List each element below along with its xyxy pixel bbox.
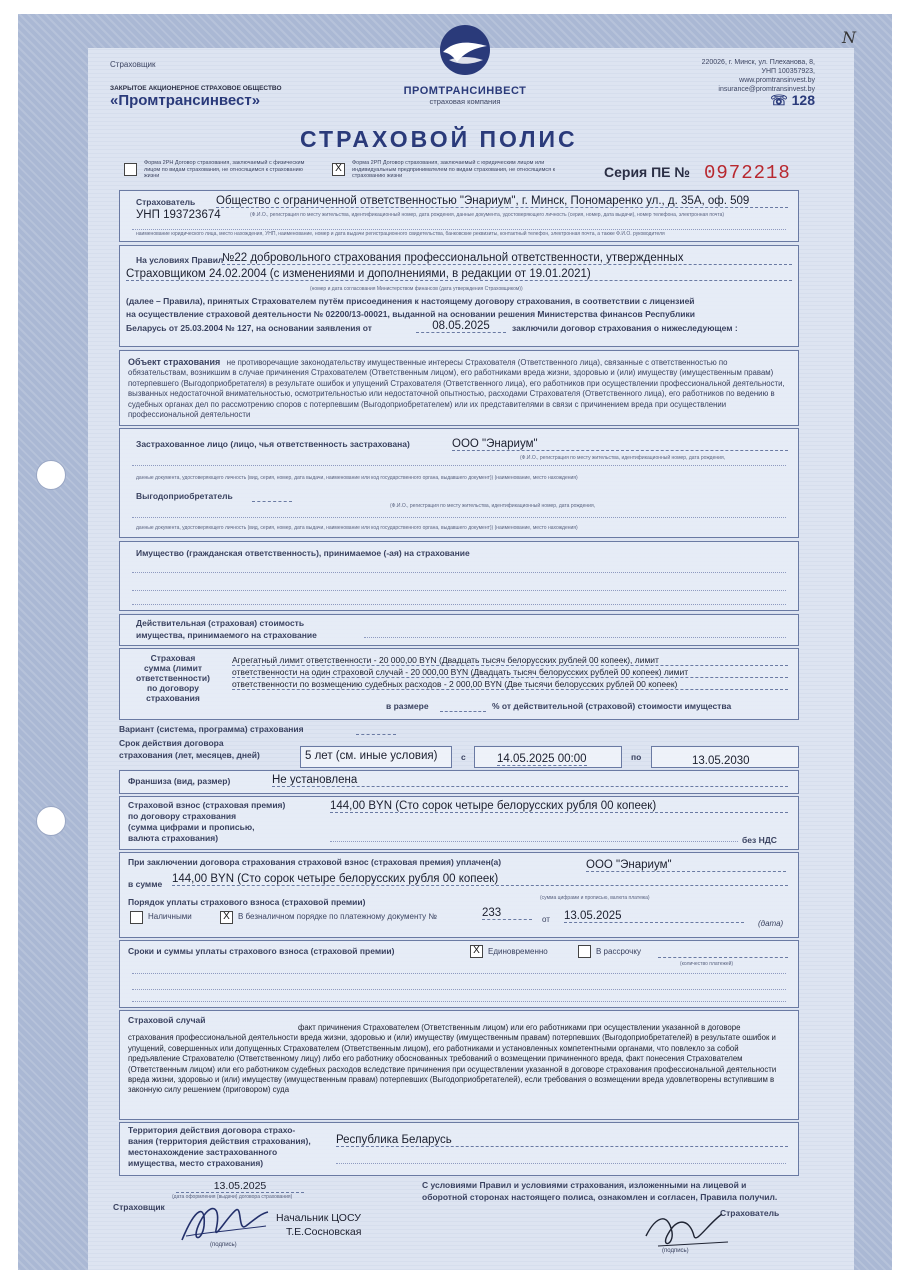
sum-insured-line-3: ответственности по возмещению судебных расходов - 2 000,00 BYN (Две тысячи белорусских рублей 00 копеек) <box>232 679 788 690</box>
variant-label: Вариант (система, программа) страхования <box>119 724 304 734</box>
territory-label-line: Территория действия договора страхо- <box>128 1125 296 1135</box>
brand-logo <box>395 22 535 106</box>
lump-sum-label: Единовременно <box>488 947 548 956</box>
rules-line-3: (далее – Правила), принятых Страхователем путём присоединения к настоящему договору страхования, в соответствии с лицензией <box>126 296 695 306</box>
rules-box <box>119 245 799 347</box>
payment-sum: 144,00 BYN (Сто сорок четыре белорусских рубля 00 копеек) <box>172 873 788 886</box>
premium-label <box>128 800 285 844</box>
insured-event-box <box>119 1010 799 1120</box>
underline <box>132 590 786 591</box>
rules-prefix: На условиях Правил <box>136 255 224 265</box>
brand-name: ПРОМТРАНСИНВЕСТ <box>403 85 527 97</box>
policyholder-box <box>119 190 799 242</box>
franchise-label: Франшиза (вид, размер) <box>128 776 231 786</box>
variant-value-line <box>356 724 396 735</box>
unp-line: УНП 100357923, <box>761 68 815 75</box>
insured-value: ООО "Энариум" <box>452 438 788 451</box>
sum-insured-label-line: сумма (лимит <box>143 663 202 673</box>
premium-vat: без НДС <box>742 835 777 845</box>
beneficiary-hint-1: (Ф.И.О., регистрация по месту жительства, идентификационный номер, дата рождения, <box>390 503 596 509</box>
term-to-box <box>651 746 799 768</box>
premium-label-line: Страховой взнос (страховая премия) <box>128 800 286 810</box>
actual-value-label-2: имущества, принимаемого на страхование <box>136 630 317 640</box>
schedule-label: Сроки и суммы уплаты страхового взноса (страховой премии) <box>128 946 395 956</box>
noncash-checkbox[interactable] <box>220 911 233 924</box>
company-type: ЗАКРЫТОЕ АКЦИОНЕРНОЕ СТРАХОВОЕ ОБЩЕСТВО <box>110 85 282 92</box>
check-mark-icon: X <box>335 163 342 174</box>
term-from: 14.05.2025 00:00 <box>497 753 587 765</box>
actual-value-label-1: Действительная (страховая) стоимость <box>136 618 305 628</box>
application-date: 08.05.2025 <box>416 320 506 333</box>
underline <box>132 604 786 605</box>
signatory-name: Т.Е.Сосновская <box>286 1226 362 1238</box>
cash-label: Наличными <box>148 912 192 921</box>
sum-insured-label <box>136 653 210 703</box>
installments-checkbox[interactable] <box>578 945 591 958</box>
payment-label: При заключении договора страхования страховой взнос (страховая премия) уплачен(а) <box>128 857 502 867</box>
premium-label-line: (сумма цифрами и прописью, <box>128 822 255 832</box>
rules-line-5a: Беларусь от 25.03.2004 № 127, на основании заявления от <box>126 323 372 333</box>
franchise-value: Не установлена <box>272 774 788 787</box>
installments-count-line <box>658 947 788 958</box>
underline <box>132 229 786 230</box>
underline <box>330 841 738 842</box>
insured-label: Застрахованное лицо (лицо, чья ответственность застрахована) <box>136 439 410 449</box>
insurer-signature-icon <box>176 1196 272 1248</box>
sum-amount-prefix: в размере <box>386 701 429 711</box>
form-type-row <box>122 160 602 184</box>
beneficiary-hint-2: данные документа, удостоверяющего личность (вид, серия, номер, дата выдачи, наименование или код государственного органа, выдавшего документ)) (наименование, место нахождения) <box>136 525 578 531</box>
footer-policyholder-label: Страхователь <box>720 1208 780 1218</box>
underline <box>336 1163 786 1164</box>
franchise-box <box>119 770 799 794</box>
brand-subtitle: страховая компания <box>429 97 501 106</box>
form-2rp-text: Форма 2РП Договор страхования, заключаемый с юридическим лицом или индивидуальным предпринимателем по видам страхования, не относящимся к страхованию жизни <box>352 160 556 179</box>
term-from-box <box>474 746 622 768</box>
payment-sum-label: в сумме <box>128 879 163 889</box>
series-number: 0972218 <box>704 162 791 184</box>
insured-hint-1: (Ф.И.О., регистрация по месту жительства, идентификационный номер, дата рождения, <box>520 455 726 461</box>
term-from-label: с <box>461 752 466 762</box>
punch-hole-top <box>36 460 66 490</box>
policyholder-unp: УНП 193723674 <box>136 209 221 221</box>
sum-amount-value-line <box>440 701 486 712</box>
term-duration-box <box>300 746 452 768</box>
payment-payer: ООО "Энариум" <box>586 859 786 872</box>
check-mark-icon: X <box>473 945 480 956</box>
hotline-number: 128 <box>791 92 815 108</box>
term-duration: 5 лет (см. иные условия) <box>305 750 438 762</box>
rules-name-line-2: Страховщиком 24.02.2004 (с изменениями и дополнениями, в редакции от 19.01.2021) <box>126 268 792 281</box>
bird-logo-icon <box>435 22 495 78</box>
sum-insured-line-1: Агрегатный лимит ответственности - 20 000,00 BYN (Двадцать тысяч белорусских рублей 00 копеек), лимит <box>232 655 788 666</box>
beneficiary-value-line <box>252 491 292 502</box>
premium-value: 144,00 BYN (Сто сорок четыре белорусских рубля 00 копеек) <box>330 800 788 813</box>
form-2rn-checkbox[interactable] <box>124 163 137 176</box>
punch-hole-bottom <box>36 806 66 836</box>
insurer-sign-hint: (подпись) <box>210 1242 237 1248</box>
insurer-header <box>110 60 340 109</box>
payment-doc-number: 233 <box>482 907 532 920</box>
signatory-title: Начальник ЦОСУ <box>276 1212 361 1224</box>
territory-label-line: имущества, место страхования) <box>128 1158 264 1168</box>
premium-box <box>119 796 799 850</box>
sum-insured-label-line: ответственности) <box>136 673 210 683</box>
issue-date-hint: (дата оформления (выдачи) договора страхования) <box>172 1194 293 1200</box>
insured-hint-2: данные документа, удостоверяющего личность (вид, серия, номер, дата выдачи, наименование или код государственного органа, выдавшего документ)) (наименование, место нахождения) <box>136 475 578 481</box>
underline <box>132 989 786 990</box>
policyholder-value: Общество с ограниченной ответственностью "Энариум", г. Минск, Пономаренко ул., д. 35А, оф. 509 <box>216 195 788 208</box>
payment-doc-from-label: от <box>542 915 550 924</box>
payment-order-label: Порядок уплаты страхового взноса (страховой премии) <box>128 897 366 907</box>
check-mark-icon: X <box>223 911 230 922</box>
hotline <box>615 92 815 108</box>
term-to-label: по <box>631 752 642 762</box>
series-label: Серия ПЕ № <box>604 164 691 180</box>
sum-insured-line-2: ответственности на один страховой случай - 20 000,00 BYN (Двадцать тысяч белорусских рублей 00 копеек) лимит <box>232 667 788 678</box>
issue-date: 13.05.2025 <box>176 1180 304 1193</box>
address-line: 220026, г. Минск, ул. Плеханова, 8, <box>701 59 815 66</box>
sum-insured-box <box>119 648 799 720</box>
sum-insured-label-line: страхования <box>146 693 200 703</box>
property-box <box>119 541 799 611</box>
underline <box>364 637 786 638</box>
sum-amount-suffix: % от действительной (страховой) стоимости имущества <box>492 701 732 711</box>
cash-checkbox[interactable] <box>130 911 143 924</box>
schedule-box <box>119 940 799 1008</box>
property-label: Имущество (гражданская ответственность), принимаемое (-ая) на страхование <box>136 548 470 558</box>
policyholder-label: Страхователь <box>136 197 196 207</box>
insurer-label: Страховщик <box>110 60 156 69</box>
underline <box>132 465 786 466</box>
payment-box <box>119 852 799 938</box>
payment-doc-date: 13.05.2025 <box>564 910 744 923</box>
installments-label: В рассрочку <box>596 947 641 956</box>
rules-line-4: на осуществление страховой деятельности № 02200/13-00021, выданной на основании решения Министерства финансов Республики <box>126 309 695 319</box>
conditions-line-2: оборотной сторонах настоящего полиса, ознакомлен и согласен, Правила получил. <box>422 1192 778 1202</box>
footer-insurer-label: Страховщик <box>113 1202 165 1212</box>
underline <box>132 517 786 518</box>
policyholder-hint-2: наименование юридического лица, место нахождения, УНП, наименование, номер и дата выдачи регистрационного свидетельства, банковские реквизиты, контактный телефон, электронная почта, а также Ф.И.О. руководителя <box>136 231 665 237</box>
term-label-1: Срок действия договора <box>119 738 224 748</box>
territory-box <box>119 1122 799 1176</box>
insured-event-text: факт причинения Страхователем (Ответственным лицом) или его работниками при осуществлении указанной в договоре страхования профессиональной деятельности вреда жизни, здоровью и (или) имуществу (имущественным правам) потерпевших (Выгодоприобретателей) в результате ошибок и упущений, совершенных или допущенных Страхователем (Ответственным лицом), его работниками и установленных компетентными органами, что повлекло за собой предъявление Страхователю (Ответственному лицу) либо его работнику обоснованных требований о возмещении причиненного вреда, факт понесения Страхователем (Ответственным лицом) или его работником судебных расходов вследствие причинения при осуществлении указанной в договоре страхования профессиональной деятельности вреда жизни, здоровью и (или) имуществу (имущественным правам) потерпевших (Выгодоприобретателей), если требования о возмещении вреда удовлетворены вступившим в законную силу решением (приговором) суда <box>128 1023 777 1095</box>
actual-value-box <box>119 614 799 646</box>
policyholder-signature-icon <box>638 1196 738 1256</box>
premium-label-line: по договору страхования <box>128 811 237 821</box>
installments-hint: (количество платежей) <box>680 961 734 967</box>
document-title: СТРАХОВОЙ ПОЛИС <box>300 126 578 152</box>
insurer-contacts <box>615 58 815 108</box>
policyholder-hint-1: (Ф.И.О., регистрация по месту жительства, идентификационный номер, дата рождения, данные документа, удостоверяющего личность (серия, номер, дата выдачи), номер телефона, электронная почта) <box>250 212 725 218</box>
phone-icon: ☏ <box>770 92 788 108</box>
underline <box>132 572 786 573</box>
policyholder-sign-hint: (подпись) <box>662 1248 689 1254</box>
beneficiary-label: Выгодоприобретатель <box>136 491 233 501</box>
rules-hint: (номер и дата согласования Министерством финансов (дата утверждения Страховщиком)) <box>310 286 523 292</box>
form-2rn-text: Форма 2РН Договор страхования, заключаемый с физическим лицом по видам страхования, не относящимся к страхованию жизни <box>144 160 305 179</box>
payment-date-hint: (дата) <box>758 919 784 928</box>
sum-insured-label-line: Страховая <box>150 653 196 663</box>
territory-value: Республика Беларусь <box>336 1134 788 1147</box>
underline <box>132 973 786 974</box>
rules-name-line-1: №22 добровольного страхования профессиональной ответственности, утвержденных <box>222 252 792 265</box>
territory-label <box>128 1125 311 1169</box>
insured-event-label: Страховой случай <box>128 1015 206 1025</box>
term-to: 13.05.2030 <box>692 755 750 767</box>
company-name: «Промтрансинвест» <box>110 92 261 109</box>
insurance-object-box <box>119 350 799 426</box>
term-label-2: страхования (лет, месяцев, дней) <box>119 750 260 760</box>
lump-sum-checkbox[interactable] <box>470 945 483 958</box>
underline <box>132 1001 786 1002</box>
website-line: www.promtransinvest.by <box>739 77 815 84</box>
insured-box <box>119 428 799 538</box>
email-line: insurance@promtransinvest.by <box>718 86 815 93</box>
conditions-line-1: С условиями Правил и условиями страхования, изложенными на лицевой и <box>422 1180 747 1190</box>
premium-label-line: валюта страхования) <box>128 833 219 843</box>
corner-mark: N <box>842 28 856 47</box>
form-2rp-checkbox[interactable] <box>332 163 345 176</box>
insurance-object-text <box>128 357 788 420</box>
insurance-object-label: Объект страхования <box>128 357 221 367</box>
payment-sum-hint: (сумма цифрами и прописью, валюта платежа) <box>540 895 650 901</box>
territory-label-line: местонахождение застрахованного <box>128 1147 278 1157</box>
insurance-object-value: не противоречащие законодательству имущественные интересы Страхователя (Ответственного лица), связанные с ответственностью по обязательствам, возникшим в случае причинения Страхователем (Ответственным лицом), его работниками вреда жизни, здоровью и (или) имуществу (имущественным правам) потерпевшего (Выгодоприобретателя) в результате ошибок и упущений Страхователя (Ответственного лица), его работников при осуществлении профессиональной деятельности, вызванных недостаточной внимательностью, осмотрительностью или недостаточной опытностью, расходами Страхователя (Ответственного лица), его работников по ведению в судебных органах дел по рассмотрению споров с потерпевшим (Выгодоприобретателем) или их представителями в связи с причинением вреда при осуществлении профессиональной деятельности <box>128 358 785 420</box>
rules-line-5b: заключили договор страхования о нижеследующем : <box>512 323 738 333</box>
sum-insured-label-line: по договору <box>146 683 199 693</box>
noncash-label: В безналичном порядке по платежному документу № <box>238 912 437 921</box>
territory-label-line: вания (территория действия страхования), <box>128 1136 311 1146</box>
